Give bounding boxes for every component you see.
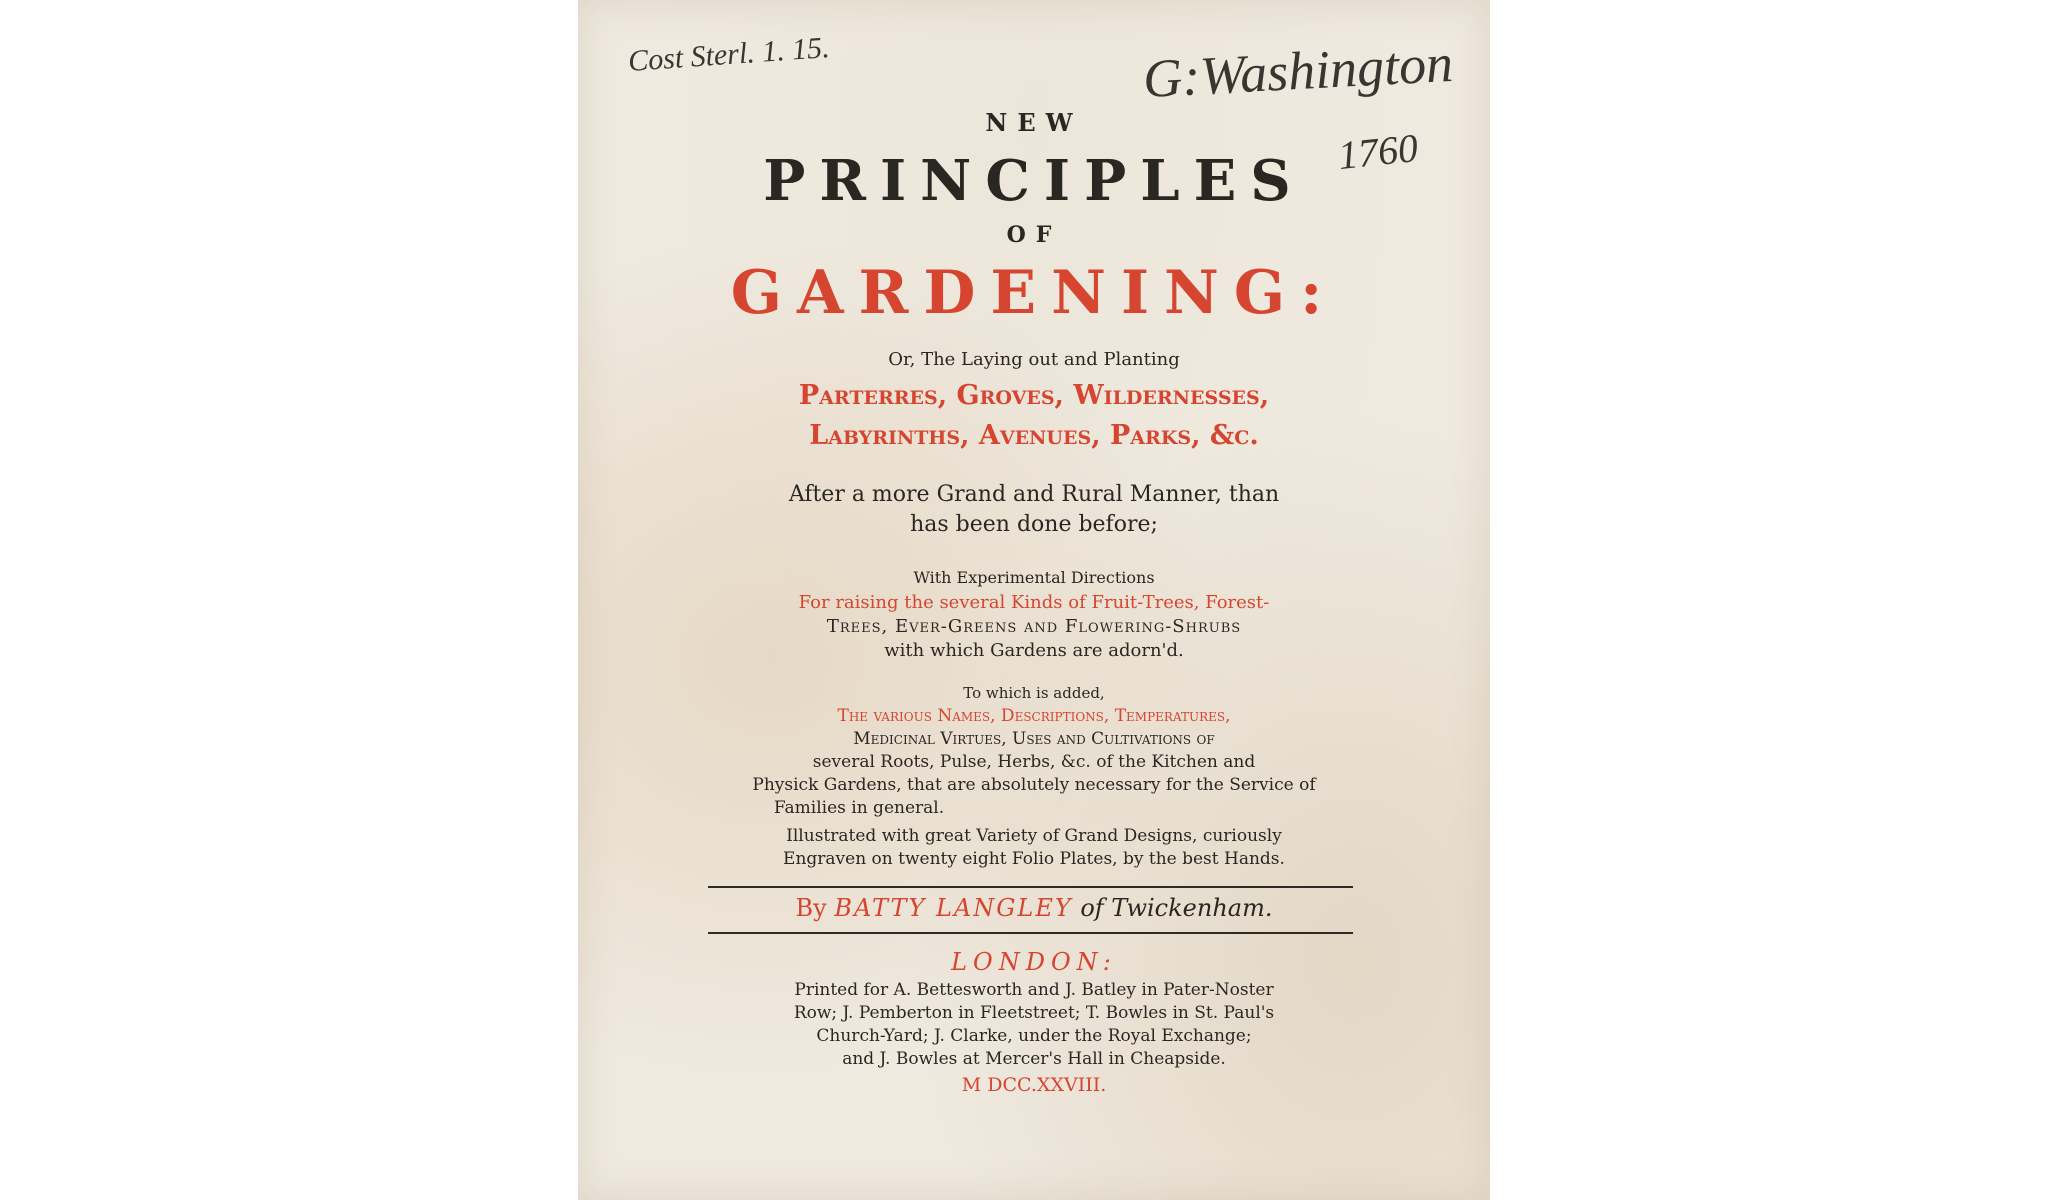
imprint-date: M DCC.XXVIII.	[961, 1074, 1107, 1096]
added-line-2: Medicinal Virtues, Uses and Cultivations of	[853, 729, 1215, 749]
imprint-line-3: Church-Yard; J. Clarke, under the Royal Exchange;	[816, 1026, 1252, 1046]
imprint-line-2: Row; J. Pemberton in Fleetstreet; T. Bowles in St. Paul's	[793, 1003, 1275, 1023]
author-of: of Twickenham.	[1080, 894, 1273, 922]
directions-red-line: For raising the several Kinds of Fruit-Trees, Forest-	[798, 592, 1270, 613]
directions-line-3: with which Gardens are adorn'd.	[884, 640, 1184, 661]
directions-intro: With Experimental Directions	[913, 568, 1155, 587]
subtitle-manner-line-1: After a more Grand and Rural Manner, than	[788, 482, 1280, 507]
title-new: NEW	[985, 108, 1083, 137]
signature-year: 1760	[1335, 124, 1421, 179]
washington-signature: G:Washington	[1141, 32, 1455, 110]
added-line-5: Families in general.	[773, 798, 945, 818]
illustrated-line-2: Engraven on twenty eight Folio Plates, by the best Hands.	[783, 849, 1285, 869]
subtitle-red-line-2: Labyrinths, Avenues, Parks, &c.	[809, 420, 1259, 451]
author-line	[578, 894, 1490, 922]
author-name: BATTY LANGLEY	[834, 894, 1073, 922]
added-red-line: The various Names, Descriptions, Temperatures,	[837, 706, 1231, 726]
imprint-line-4: and J. Bowles at Mercer's Hall in Cheapside.	[842, 1049, 1226, 1069]
author-by: By	[795, 894, 827, 922]
author-bottom-rule	[708, 932, 1353, 934]
title-of: OF	[1006, 222, 1062, 248]
directions-line-2: Trees, Ever-Greens and Flowering-Shrubs	[826, 616, 1242, 637]
added-intro: To which is added,	[963, 684, 1105, 702]
title-gardening: GARDENING:	[730, 258, 1338, 328]
added-line-4: Physick Gardens, that are absolutely necessary for the Service of	[752, 775, 1316, 795]
title-page	[578, 0, 1490, 1200]
added-line-3: several Roots, Pulse, Herbs, &c. of the Kitchen and	[812, 752, 1256, 772]
illustrated-line-1: Illustrated with great Variety of Grand Designs, curiously	[786, 826, 1282, 846]
subtitle-manner-line-2: has been done before;	[910, 512, 1158, 537]
author-top-rule	[708, 886, 1353, 888]
imprint-line-1: Printed for A. Bettesworth and J. Batley in Pater-Noster	[794, 980, 1274, 1000]
imprint-city: LONDON:	[951, 948, 1117, 976]
title-principles: PRINCIPLES	[763, 148, 1305, 214]
subtitle-intro: Or, The Laying out and Planting	[888, 349, 1180, 370]
subtitle-red-line-1: Parterres, Groves, Wildernesses,	[798, 380, 1270, 411]
cost-annotation: Cost Sterl. 1. 15.	[627, 31, 831, 78]
